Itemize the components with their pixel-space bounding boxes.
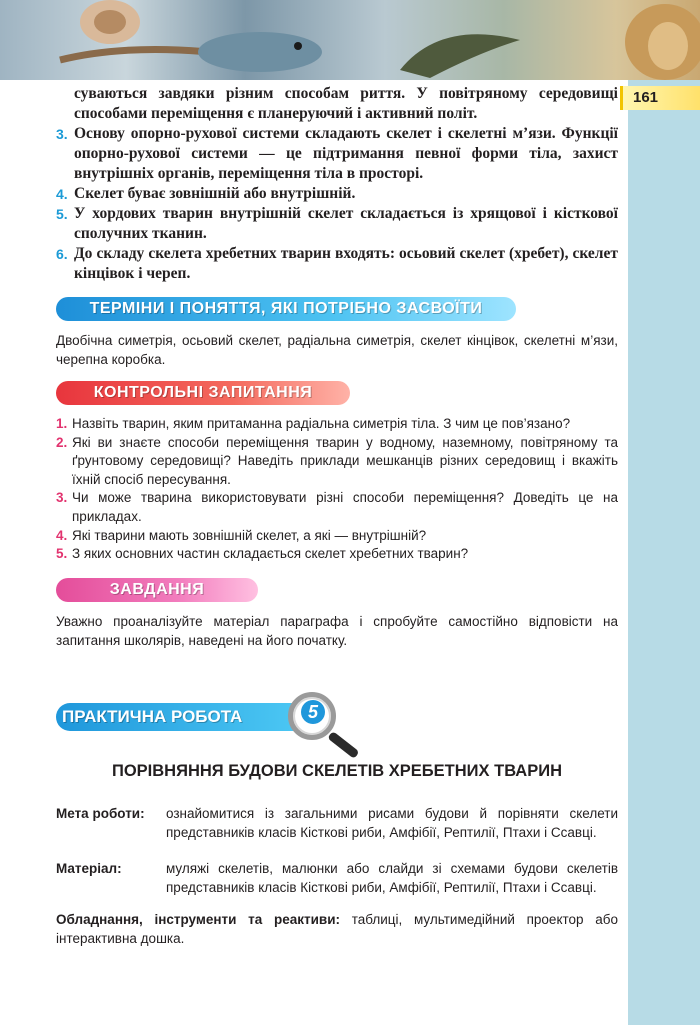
- magnifier-handle-icon: [327, 731, 359, 759]
- animals-photo-collage: [0, 0, 700, 80]
- question-number: 5.: [56, 546, 68, 562]
- questions-heading: КОНТРОЛЬНІ ЗАПИТАННЯ: [56, 381, 350, 405]
- goal-text: ознайомитися із загальними рисами будови й порівняти скелети представників класів Кісткові риби, Амфібії, Рептилії, Птахи і Ссавці.: [166, 806, 618, 840]
- fish-shape: [198, 32, 322, 72]
- item-number: 4.: [56, 186, 68, 202]
- question-text: Які ви знаєте способи переміщення тварин у водному, наземному, повітряному та ґрунтовому середовищі? Наведіть приклади мешканців різних середовищ і вкажіть їхній спосіб пересування.: [72, 434, 618, 487]
- item-text: У хордових тварин внутрішній скелет складається із хрящової і кісткової сполучних тканин.: [74, 205, 618, 242]
- item-text: До складу скелета хребетних тварин входять: осьовий скелет (хребет), скелет кінцівок і череп.: [74, 245, 618, 282]
- question-number: 4.: [56, 527, 68, 543]
- page-number: 161: [620, 86, 700, 110]
- question-item: [56, 489, 618, 526]
- item-text: Скелет буває зовнішній або внутрішній.: [74, 185, 356, 202]
- summary-item: [56, 184, 618, 204]
- goal-row: [56, 805, 618, 842]
- material-text: муляжі скелетів, малюнки або слайди зі схемами будови скелетів представників класів Кісткові риби, Амфібії, Рептилії, Птахи і Ссавці.: [166, 861, 618, 895]
- item-number: 6.: [56, 246, 68, 262]
- summary-item: [56, 124, 618, 184]
- snail-spiral-shape: [94, 10, 126, 34]
- summary-list: [56, 84, 618, 284]
- terms-text: Двобічна симетрія, осьовий скелет, радіальна симетрія, скелет кінцівок, скелетні м’язи, черепна коробка.: [56, 333, 618, 367]
- summary-item: [56, 244, 618, 284]
- task-text: Уважно проаналізуйте матеріал параграфа і спробуйте самостійно відповісти на запитання школярів, наведені на його початку.: [56, 614, 618, 648]
- question-item: [56, 545, 618, 564]
- question-number: 3.: [56, 490, 68, 506]
- lizard-shape: [400, 34, 520, 78]
- terms-heading: ТЕРМІНИ І ПОНЯТТЯ, ЯКІ ПОТРІБНО ЗАСВОЇТИ: [56, 297, 516, 321]
- practical-work-banner: ПРАКТИЧНА РОБОТА: [56, 703, 302, 731]
- right-margin-band: [628, 80, 700, 1025]
- lion-face-shape: [648, 22, 688, 70]
- fish-eye-shape: [294, 42, 302, 50]
- equipment-text: таблиці, мультимедійний проектор або інтерактивна дошка.: [56, 912, 619, 946]
- question-text: Назвіть тварин, яким притаманна радіальна симетрія тіла. З чим це пов’язано?: [72, 416, 571, 431]
- question-text: Які тварини мають зовнішній скелет, а які — внутрішній?: [72, 527, 427, 543]
- question-item: [56, 527, 618, 546]
- header-photo-strip: [0, 0, 700, 80]
- item-number: 5.: [56, 206, 68, 222]
- summary-item: [56, 204, 618, 244]
- practical-work-title: ПОРІВНЯННЯ БУДОВИ СКЕЛЕТІВ ХРЕБЕТНИХ ТВАРИН: [111, 762, 562, 780]
- question-number: 1.: [56, 416, 68, 431]
- question-number: 2.: [56, 434, 68, 450]
- item-number: 3.: [56, 126, 68, 142]
- question-item: [56, 415, 618, 434]
- question-text: Чи може тварина використовувати різні способи переміщення? Доведіть це на прикладах.: [72, 490, 618, 524]
- item-text: Основу опорно-рухової системи складають скелет і скелетні м’язи. Функції опорно-рухової системи — це підтримання певної форми тіла, захист внутрішніх органів, переміщення тіла в просторі.: [74, 125, 618, 182]
- question-text: З яких основних частин складається скелет хребетних тварин?: [72, 546, 469, 562]
- material-row: [56, 860, 618, 897]
- equipment-label: Обладнання, інструменти та реактиви:: [56, 912, 352, 927]
- question-item: [56, 434, 618, 490]
- task-heading: ЗАВДАННЯ: [56, 578, 258, 602]
- summary-lead-text: суваються завдяки різним способам риття. У повітряному середовищі способами переміщення є планеруючий і активний політ.: [74, 85, 618, 122]
- questions-list: [56, 415, 618, 564]
- material-label: Матеріал:: [56, 861, 122, 876]
- equipment-row: [56, 911, 618, 948]
- practical-work-number: 5: [301, 700, 325, 724]
- goal-label: Мета роботи:: [56, 806, 145, 821]
